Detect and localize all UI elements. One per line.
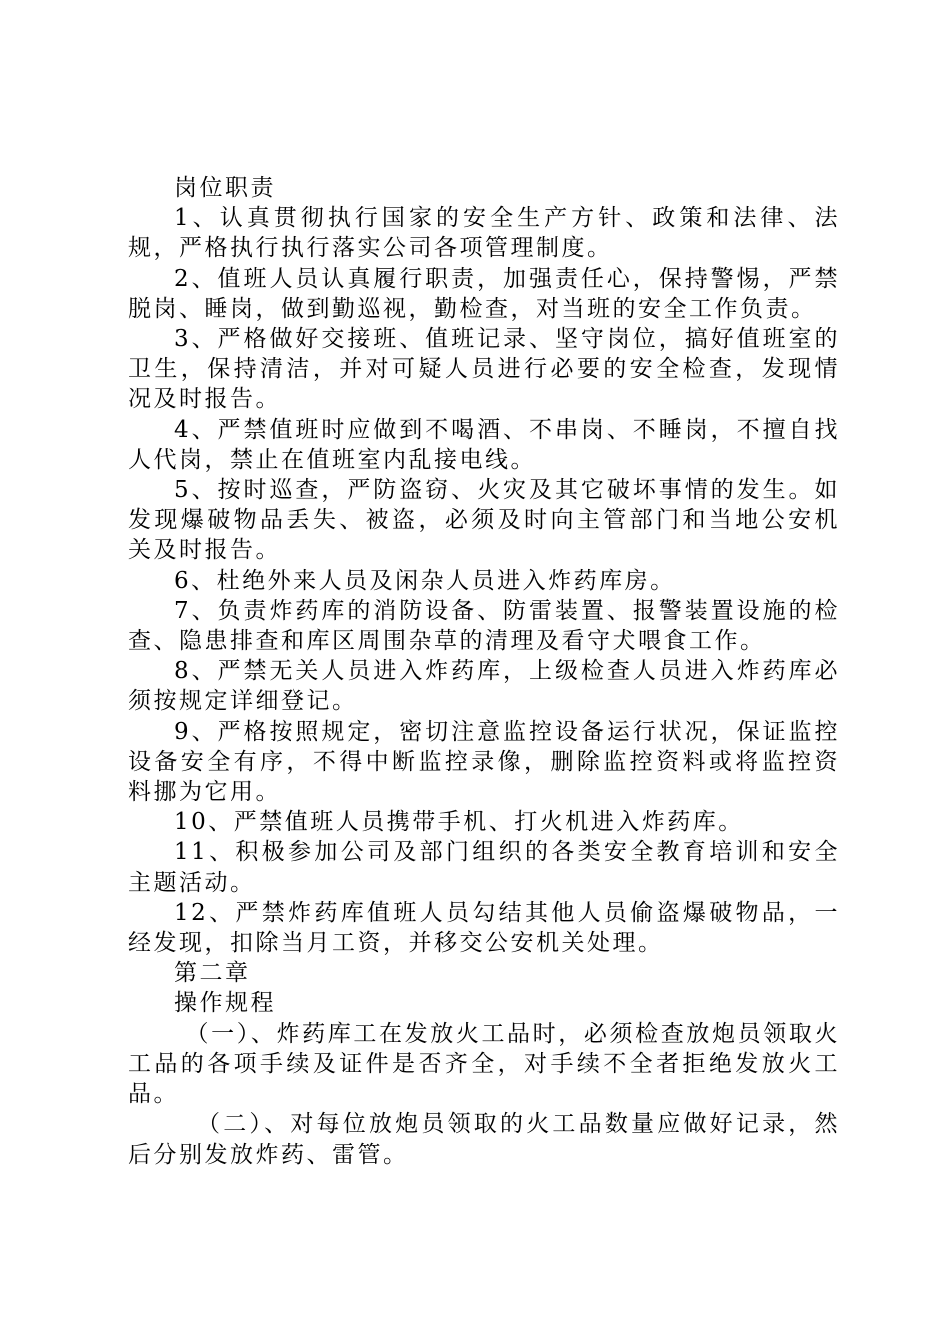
document-page — [128, 173, 840, 1170]
section-heading-duties: 岗位职责 — [174, 175, 276, 201]
duty-item: 7、负责炸药库的消防设备、防雷装置、报警装置设施的检查、隐患排查和库区周围杂草的清理及看守犬喂食工作。 — [128, 597, 840, 655]
chapter-heading: 第二章 — [174, 960, 251, 987]
duty-item: 8、严禁无关人员进入炸药库，上级检查人员进入炸药库必须按规定详细登记。 — [128, 658, 840, 715]
duty-item: 9、严格按照规定，密切注意监控设备运行状况，保证监控设备安全有序，不得中断监控录像，删除监控资料或将监控资料挪为它用。 — [128, 718, 840, 806]
section-heading-procedures: 操作规程 — [174, 990, 276, 1017]
duty-item: 1、认真贯彻执行国家的安全生产方针、政策和法律、法规，严格执行执行落实公司各项管理制度。 — [128, 205, 840, 262]
duty-item: 5、按时巡查，严防盗窃、火灾及其它破坏事情的发生。如发现爆破物品丢失、被盗，必须及时向主管部门和当地公安机关及时报告。 — [128, 477, 840, 564]
procedure-item: （二）、对每位放炮员领取的火工品数量应做好记录，然后分别发放炸药、雷管。 — [128, 1111, 840, 1168]
duty-item: 11、积极参加公司及部门组织的各类安全教育培训和安全主题活动。 — [128, 839, 840, 896]
duty-item: 2、值班人员认真履行职责，加强责任心，保持警惕，严禁脱岗、睡岗，做到勤巡视，勤检查，对当班的安全工作负责。 — [128, 265, 840, 322]
procedure-item: （一）、炸药库工在发放火工品时，必须检查放炮员领取火工品的各项手续及证件是否齐全，对手续不全者拒绝发放火工品。 — [128, 1020, 840, 1108]
duty-item: 10、严禁值班人员携带手机、打火机进入炸药库。 — [174, 809, 744, 836]
duty-item: 6、杜绝外来人员及闲杂人员进入炸药库房。 — [174, 567, 676, 594]
duty-item: 4、严禁值班时应做到不喝酒、不串岗、不睡岗，不擅自找人代岗，禁止在值班室内乱接电线。 — [128, 416, 840, 473]
duty-item: 3、严格做好交接班、值班记录、坚守岗位，搞好值班室的卫生，保持清洁，并对可疑人员进行必要的安全检查，发现情况及时报告。 — [128, 326, 840, 413]
duty-item: 12、严禁炸药库值班人员勾结其他人员偷盗爆破物品，一经发现，扣除当月工资，并移交公安机关处理。 — [128, 899, 840, 957]
